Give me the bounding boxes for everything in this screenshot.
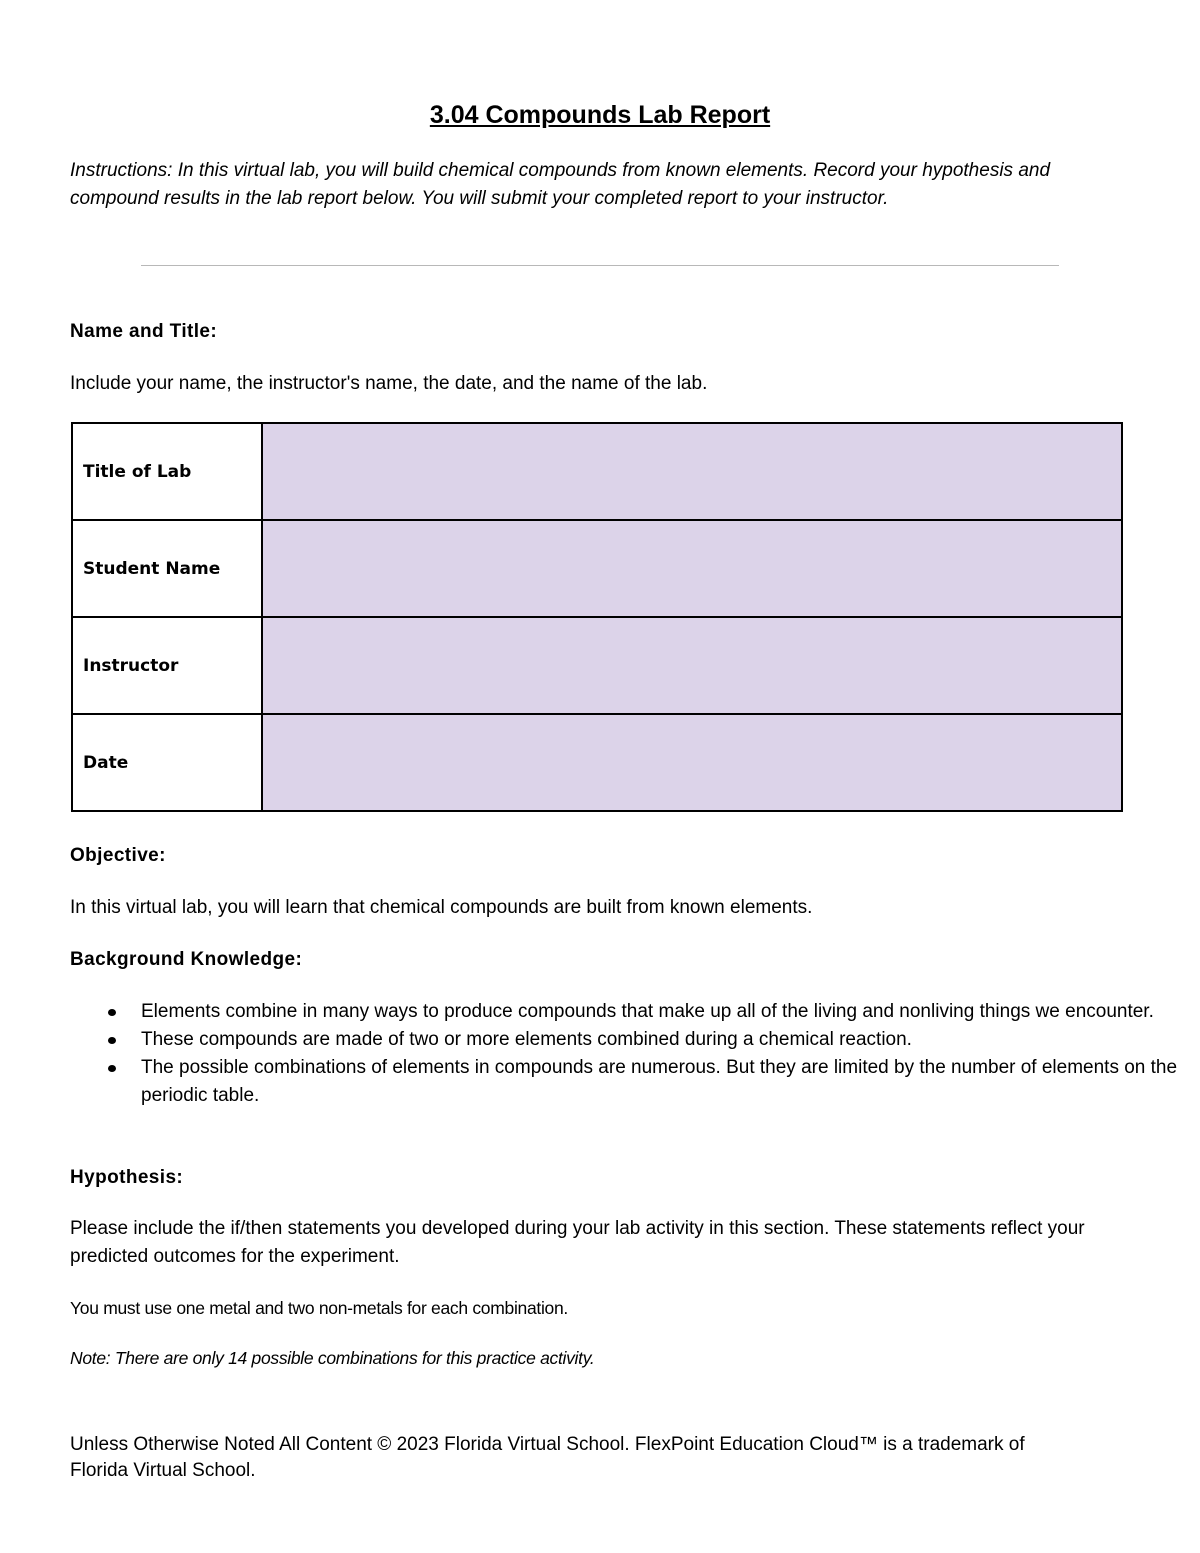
title-of-lab-label: Title of Lab — [72, 423, 262, 520]
instructor-field[interactable] — [262, 617, 1122, 714]
bullet-text: The possible combinations of elements in compounds are numerous. But they are limited by the number of elements on the periodic table. — [141, 1057, 1178, 1106]
table-row — [72, 714, 1122, 811]
student-name-label: Student Name — [72, 520, 262, 617]
copyright-footer: Unless Otherwise Noted All Content © 2023 Florida Virtual School. FlexPoint Education Cloud™ is a trademark of Florida Virtual School. — [70, 1434, 1025, 1481]
table-row — [72, 423, 1122, 520]
objective-heading: Objective: — [70, 845, 166, 866]
name-and-title-heading: Name and Title: — [70, 321, 218, 342]
instructor-label: Instructor — [72, 617, 262, 714]
list-item — [141, 998, 1181, 1026]
hypothesis-rule-text: You must use one metal and two non-metals for each combination. — [70, 1298, 568, 1318]
page-title: 3.04 Compounds Lab Report — [429, 101, 771, 129]
background-knowledge-heading: Background Knowledge: — [70, 949, 303, 970]
title-of-lab-field[interactable] — [262, 423, 1122, 520]
table-row — [72, 520, 1122, 617]
hypothesis-text: Please include the if/then statements you developed during your lab activity in this section. These statements reflect your predicted outcomes for the experiment. — [70, 1218, 1085, 1267]
bullet-icon — [108, 1009, 116, 1016]
student-name-field[interactable] — [262, 520, 1122, 617]
instructions-text: Instructions: In this virtual lab, you will build chemical compounds from known elements. Record your hypothesis and compound results in the lab report below. You will submit your completed report to your instructor. — [70, 160, 1051, 209]
background-bullet-list — [70, 998, 1181, 1110]
table-row — [72, 617, 1122, 714]
list-item — [141, 1054, 1181, 1110]
divider-line — [141, 265, 1059, 266]
bullet-text: Elements combine in many ways to produce compounds that make up all of the living and nonliving things we encounter. — [141, 1001, 1154, 1022]
date-field[interactable] — [262, 714, 1122, 811]
name-and-title-text: Include your name, the instructor's name, the date, and the name of the lab. — [70, 373, 708, 394]
objective-text: In this virtual lab, you will learn that chemical compounds are built from known elements. — [70, 897, 813, 918]
bullet-icon — [108, 1065, 116, 1072]
lab-info-table — [71, 422, 1123, 812]
date-label: Date — [72, 714, 262, 811]
bullet-text: These compounds are made of two or more elements combined during a chemical reaction. — [141, 1029, 912, 1050]
hypothesis-heading: Hypothesis: — [70, 1167, 184, 1188]
bullet-icon — [108, 1037, 116, 1044]
hypothesis-note-text: Note: There are only 14 possible combinations for this practice activity. — [70, 1348, 595, 1368]
list-item — [141, 1026, 1181, 1054]
